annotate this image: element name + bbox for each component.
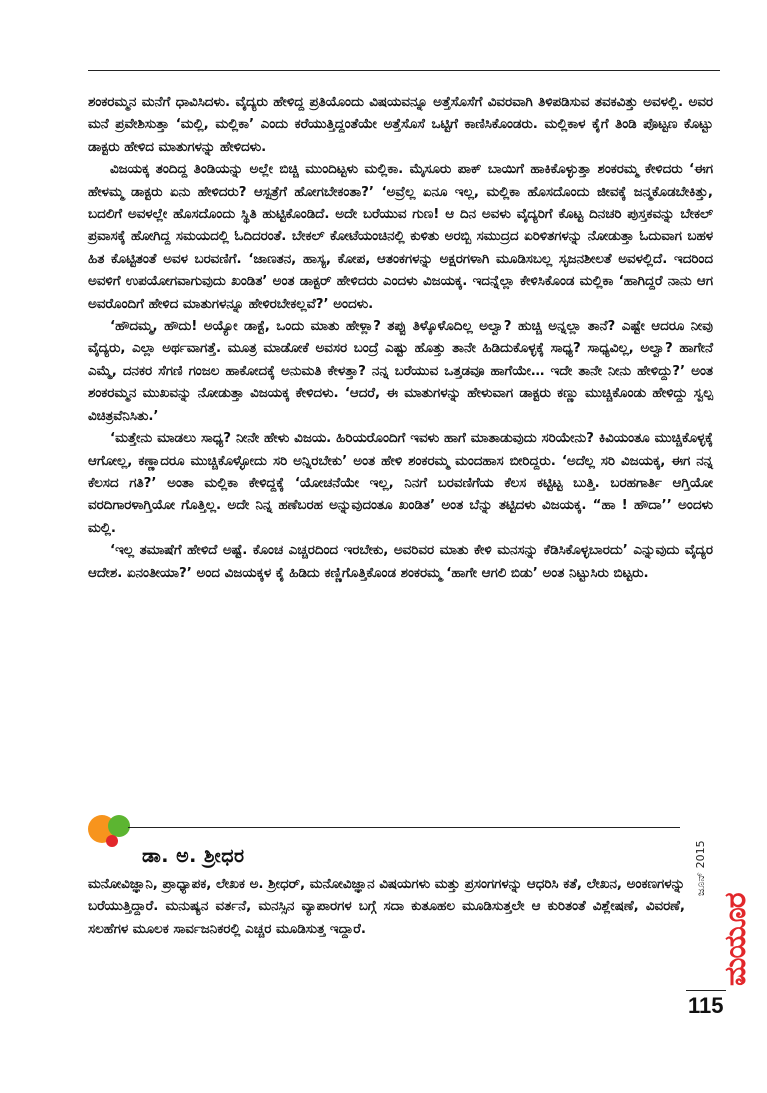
divider-rule <box>128 827 680 828</box>
story-paragraph: ‘ಇಲ್ಲ ತಮಾಷೆಗೆ ಹೇಳಿದೆ ಅಷ್ಟೆ. ಕೊಂಚ ಎಚ್ಚರದಿಂದ ಇರಬೇಕು, ಅವರಿವರ ಮಾತು ಕೇಳಿ ಮನಸನ್ನು ಕೆಡಿಸಿಕೊಳ್ಳಬಾರದು’ ಎನ್ನುವುದು ವೈದ್ಯರ ಆದೇಶ. ಏನಂತೀಯಾ?’ ಅಂದ ವಿಜಯಕ್ಕಳ ಕೈ ಹಿಡಿದು ಕಣ್ಣಿಗೊತ್ತಿಕೊಂಡ ಶಂಕರಮ್ಮ ‘ಹಾಗೇ ಆಗಲಿ ಬಿಡು’ ಅಂತ ನಿಟ್ಟುಸಿರು ಬಿಟ್ಟರು. <box>88 543 713 581</box>
author-bio-text: ಮನೋವಿಜ್ಞಾನಿ, ಪ್ರಾಧ್ಯಾಪಕ, ಲೇಖಕ ಅ. ಶ್ರೀಧರ್, ಮನೋವಿಜ್ಞಾನ ವಿಷಯಗಳು ಮತ್ತು ಪ್ರಸಂಗಗಳನ್ನು ಆಧರಿಸಿ ಕತೆ, ಲೇಖನ, ಅಂಕಣಗಳನ್ನು ಬರೆಯುತ್ತಿದ್ದಾರೆ. ಮನುಷ್ಯನ ವರ್ತನೆ, ಮನಸ್ಸಿನ ವ್ಯಾಪಾರಗಳ ಬಗ್ಗೆ ಸದಾ ಕುತೂಹಲ ಮೂಡಿಸುತ್ತಲೇ ಆ ಕುರಿತಂತೆ ವಿಶ್ಲೇಷಣೆ, ವಿವರಣೆ, ಸಲಹೆಗಳ ಮೂಲಕ ಸಾರ್ವಜನಿಕರಲ್ಲಿ ಎಚ್ಚರ ಮೂಡಿಸುತ್ತ ಇದ್ದಾರೆ. <box>88 877 685 937</box>
header-rule <box>88 70 720 71</box>
red-dot-icon <box>106 835 118 847</box>
author-divider <box>88 813 688 843</box>
issue-date: ಜೂನ್ 2015 <box>694 840 707 896</box>
page-number: 115 <box>688 993 724 1018</box>
author-name: ಡಾ. ಅ. ಶ್ರೀಧರ <box>142 845 245 867</box>
story-paragraph: ಶಂಕರಮ್ಮನ ಮನೆಗೆ ಧಾವಿಸಿದಳು. ವೈದ್ಯರು ಹೇಳಿದ್ದ ಪ್ರತಿಯೊಂದು ವಿಷಯವನ್ನೂ ಅತ್ತೆಸೊಸೆಗೆ ವಿವರವಾಗಿ ತಿಳಿಪಡಿಸುವ ತವಕವಿತ್ತು ಅವಳಲ್ಲಿ. ಅವರ ಮನೆ ಪ್ರವೇಶಿಸುತ್ತಾ ‘ಮಲ್ಲಿ, ಮಲ್ಲಿಕಾ’ ಎಂದು ಕರೆಯುತ್ತಿದ್ದಂತೆಯೇ ಅತ್ತೆಸೊಸೆ ಒಟ್ಟಿಗೆ ಕಾಣಿಸಿಕೊಂಡರು. ಮಲ್ಲಿಕಾಳ ಕೈಗೆ ತಿಂಡಿ ಪೊಟ್ಟಣ ಕೊಟ್ಟು ಡಾಕ್ಟರು ಹೇಳಿದ ಮಾತುಗಳನ್ನು ಹೇಳಿದಳು. <box>88 95 713 155</box>
magazine-sidebar <box>686 808 753 988</box>
green-dot-icon <box>108 815 130 837</box>
page-number-rule <box>686 990 726 991</box>
story-paragraph: ‘ಹೌದಮ್ಮ, ಹೌದು! ಅಯ್ಯೋ ಡಾಕ್ಟೆ, ಒಂದು ಮಾತು ಹೇಳ್ಲಾ? ತಪ್ಪು ತಿಳ್ಕೊಳೊದಿಲ್ಲ ಅಲ್ವಾ? ಹುಚ್ಚಿ ಅನ್ನಲ್ಲಾ ತಾನೆ? ಎಷ್ಟೇ ಆದರೂ ನೀವು ವೈದ್ಯರು, ಎಲ್ಲಾ ಅರ್ಥವಾಗತ್ತೆ. ಮೂತ್ರ ಮಾಡೋಕೆ ಅವಸರ ಬಂದ್ರೆ ಎಷ್ಟು ಹೊತ್ತು ತಾನೇ ಹಿಡಿದುಕೊಳ್ಳಕ್ಕೆ ಸಾಧ್ಯ? ಸಾಧ್ಯವಿಲ್ಲ, ಅಲ್ವಾ? ಹಾಗೇನೆ ಎಮ್ಮೆ, ದನಕರ ಸೆಗಣಿ ಗಂಜಲ ಹಾಕೋದಕ್ಕೆ ಅನುಮತಿ ಕೇಳತ್ತಾ? ನನ್ನ ಬರೆಯುವ ಒತ್ತಡವೂ ಹಾಗೆಯೇ… ಇದೇ ತಾನೇ ನೀನು ಹೇಳಿದ್ದು?’ ಅಂತ ಶಂಕರಮ್ಮನ ಮುಖವನ್ನು ನೋಡುತ್ತಾ ವಿಜಯಕ್ಕ ಕೇಳಿದಳು. ‘ಆದರೆ, ಈ ಮಾತುಗಳನ್ನು ಹೇಳುವಾಗ ಡಾಕ್ಟರು ಕಣ್ಣು ಮುಚ್ಚಿಕೊಂಡು ಹೇಳಿದ್ದು ಸ್ವಲ್ಪ ವಿಚಿತ್ರವೆನಿಸಿತು.’ <box>88 319 713 424</box>
story-paragraph: ‘ಮತ್ತೇನು ಮಾಡಲು ಸಾಧ್ಯ? ನೀನೇ ಹೇಳು ವಿಜಯ. ಹಿರಿಯರೊಂದಿಗೆ ಇವಳು ಹಾಗೆ ಮಾತಾಡುವುದು ಸರಿಯೇನು? ಕಿವಿಯಂತೂ ಮುಚ್ಚಿಕೊಳ್ಳಕ್ಕೆ ಆಗೋಲ್ಲ, ಕಣ್ಣಾದರೂ ಮುಚ್ಚಿಕೊಳ್ಳೋದು ಸರಿ ಅನ್ನಿರಬೇಕು’ ಅಂತ ಹೇಳಿ ಶಂಕರಮ್ಮ ಮಂದಹಾಸ ಬೀರಿದ್ದರು. ‘ಅದೆಲ್ಲ ಸರಿ ವಿಜಯಕ್ಕ, ಈಗ ನನ್ನ ಕೆಲಸದ ಗತಿ?’ ಅಂತಾ ಮಲ್ಲಿಕಾ ಕೇಳಿದ್ದಕ್ಕೆ ‘ಯೋಚನೆಯೇ ಇಲ್ಲ, ನಿನಗೆ ಬರವಣಿಗೆಯ ಕೆಲಸ ಕಟ್ಟಿಟ್ಟ ಬುತ್ತಿ. ಬರಹಗಾರ್ತಿ ಆಗ್ತಿಯೋ ವರದಿಗಾರಳಾಗ್ತಿಯೋ ಗೊತ್ತಿಲ್ಲ. ಅದೇ ನಿನ್ನ ಹಣೆಬರಹ ಅನ್ನುವುದಂತೂ ಖಂಡಿತ’ ಅಂತ ಬೆನ್ನು ತಟ್ಟಿದಳು ವಿಜಯಕ್ಕ. “ಹಾ ! ಹೌದಾ’’ ಅಂದಳು ಮಲ್ಲಿ. <box>88 431 713 536</box>
magazine-name: ಮಯೂರ <box>718 893 753 986</box>
story-text <box>88 92 713 585</box>
story-paragraph: ವಿಜಯಕ್ಕ ತಂದಿದ್ದ ತಿಂಡಿಯನ್ನು ಅಲ್ಲೇ ಬಿಚ್ಚಿ ಮುಂದಿಟ್ಟಳು ಮಲ್ಲಿಕಾ. ಮೈಸೂರು ಪಾಕ್ ಬಾಯಿಗೆ ಹಾಕಿಕೊಳ್ಳುತ್ತಾ ಶಂಕರಮ್ಮ ಕೇಳಿದರು ‘ಈಗ ಹೇಳಮ್ಮ ಡಾಕ್ಟರು ಏನು ಹೇಳಿದರು? ಆಸ್ಪತ್ರೆಗೆ ಹೋಗಬೇಕಂತಾ?’ ‘ಅವ್ರೆಲ್ಲ ಏನೂ ಇಲ್ಲ, ಮಲ್ಲಿಕಾ ಹೊಸದೊಂದು ಜೀವಕ್ಕೆ ಜನ್ಮಕೊಡಬೇಕಿತ್ತು, ಬದಲಿಗೆ ಅವಳಲ್ಲೇ ಹೊಸದೊಂದು ಸ್ಥಿತಿ ಹುಟ್ಟಿಕೊಂಡಿದೆ. ಅದೇ ಬರೆಯುವ ಗುಣ! ಆ ದಿನ ಅವಳು ವೈದ್ಯರಿಗೆ ಕೊಟ್ಟ ದಿನಚರಿ ಪುಸ್ತಕವನ್ನು ಬೇಕಲ್ ಪ್ರವಾಸಕ್ಕೆ ಹೋಗಿದ್ದ ಸಮಯದಲ್ಲಿ ಓದಿದರಂತೆ. ಬೇಕಲ್ ಕೋಟೆಯಂಚಿನಲ್ಲಿ ಕುಳಿತು ಅರಬ್ಬಿ ಸಮುದ್ರದ ಏರಿಳಿತಗಳನ್ನು ನೋಡುತ್ತಾ ಓದುವಾಗ ಬಹಳ ಹಿತ ಕೊಟ್ಟಿತಂತೆ ಅವಳ ಬರವಣಿಗೆ. ‘ಜಾಣತನ, ಹಾಸ್ಯ, ಕೋಪ, ಆತಂಕಗಳನ್ನು ಅಕ್ಷರಗಳಾಗಿ ಮೂಡಿಸಬಲ್ಲ ಸೃಜನಶೀಲತೆ ಅವಳಲ್ಲಿದೆ. ಇದರಿಂದ ಅವಳಿಗೆ ಉಪಯೋಗವಾಗುವುದು ಖಂಡಿತ’ ಅಂತ ಡಾಕ್ಟರ್ ಹೇಳಿದರು ಎಂದಳು ವಿಜಯಕ್ಕ. ಇದನ್ನೆಲ್ಲಾ ಕೇಳಿಸಿಕೊಂಡ ಮಲ್ಲಿಕಾ ‘ಹಾಗಿದ್ದರೆ ನಾನು ಆಗ ಅವರೊಂದಿಗೆ ಹೇಳಿದ ಮಾತುಗಳನ್ನೂ ಹೇಳಿರಬೇಕಲ್ಲವೆ?’ ಅಂದಳು. <box>88 162 713 312</box>
author-bio <box>88 874 685 941</box>
